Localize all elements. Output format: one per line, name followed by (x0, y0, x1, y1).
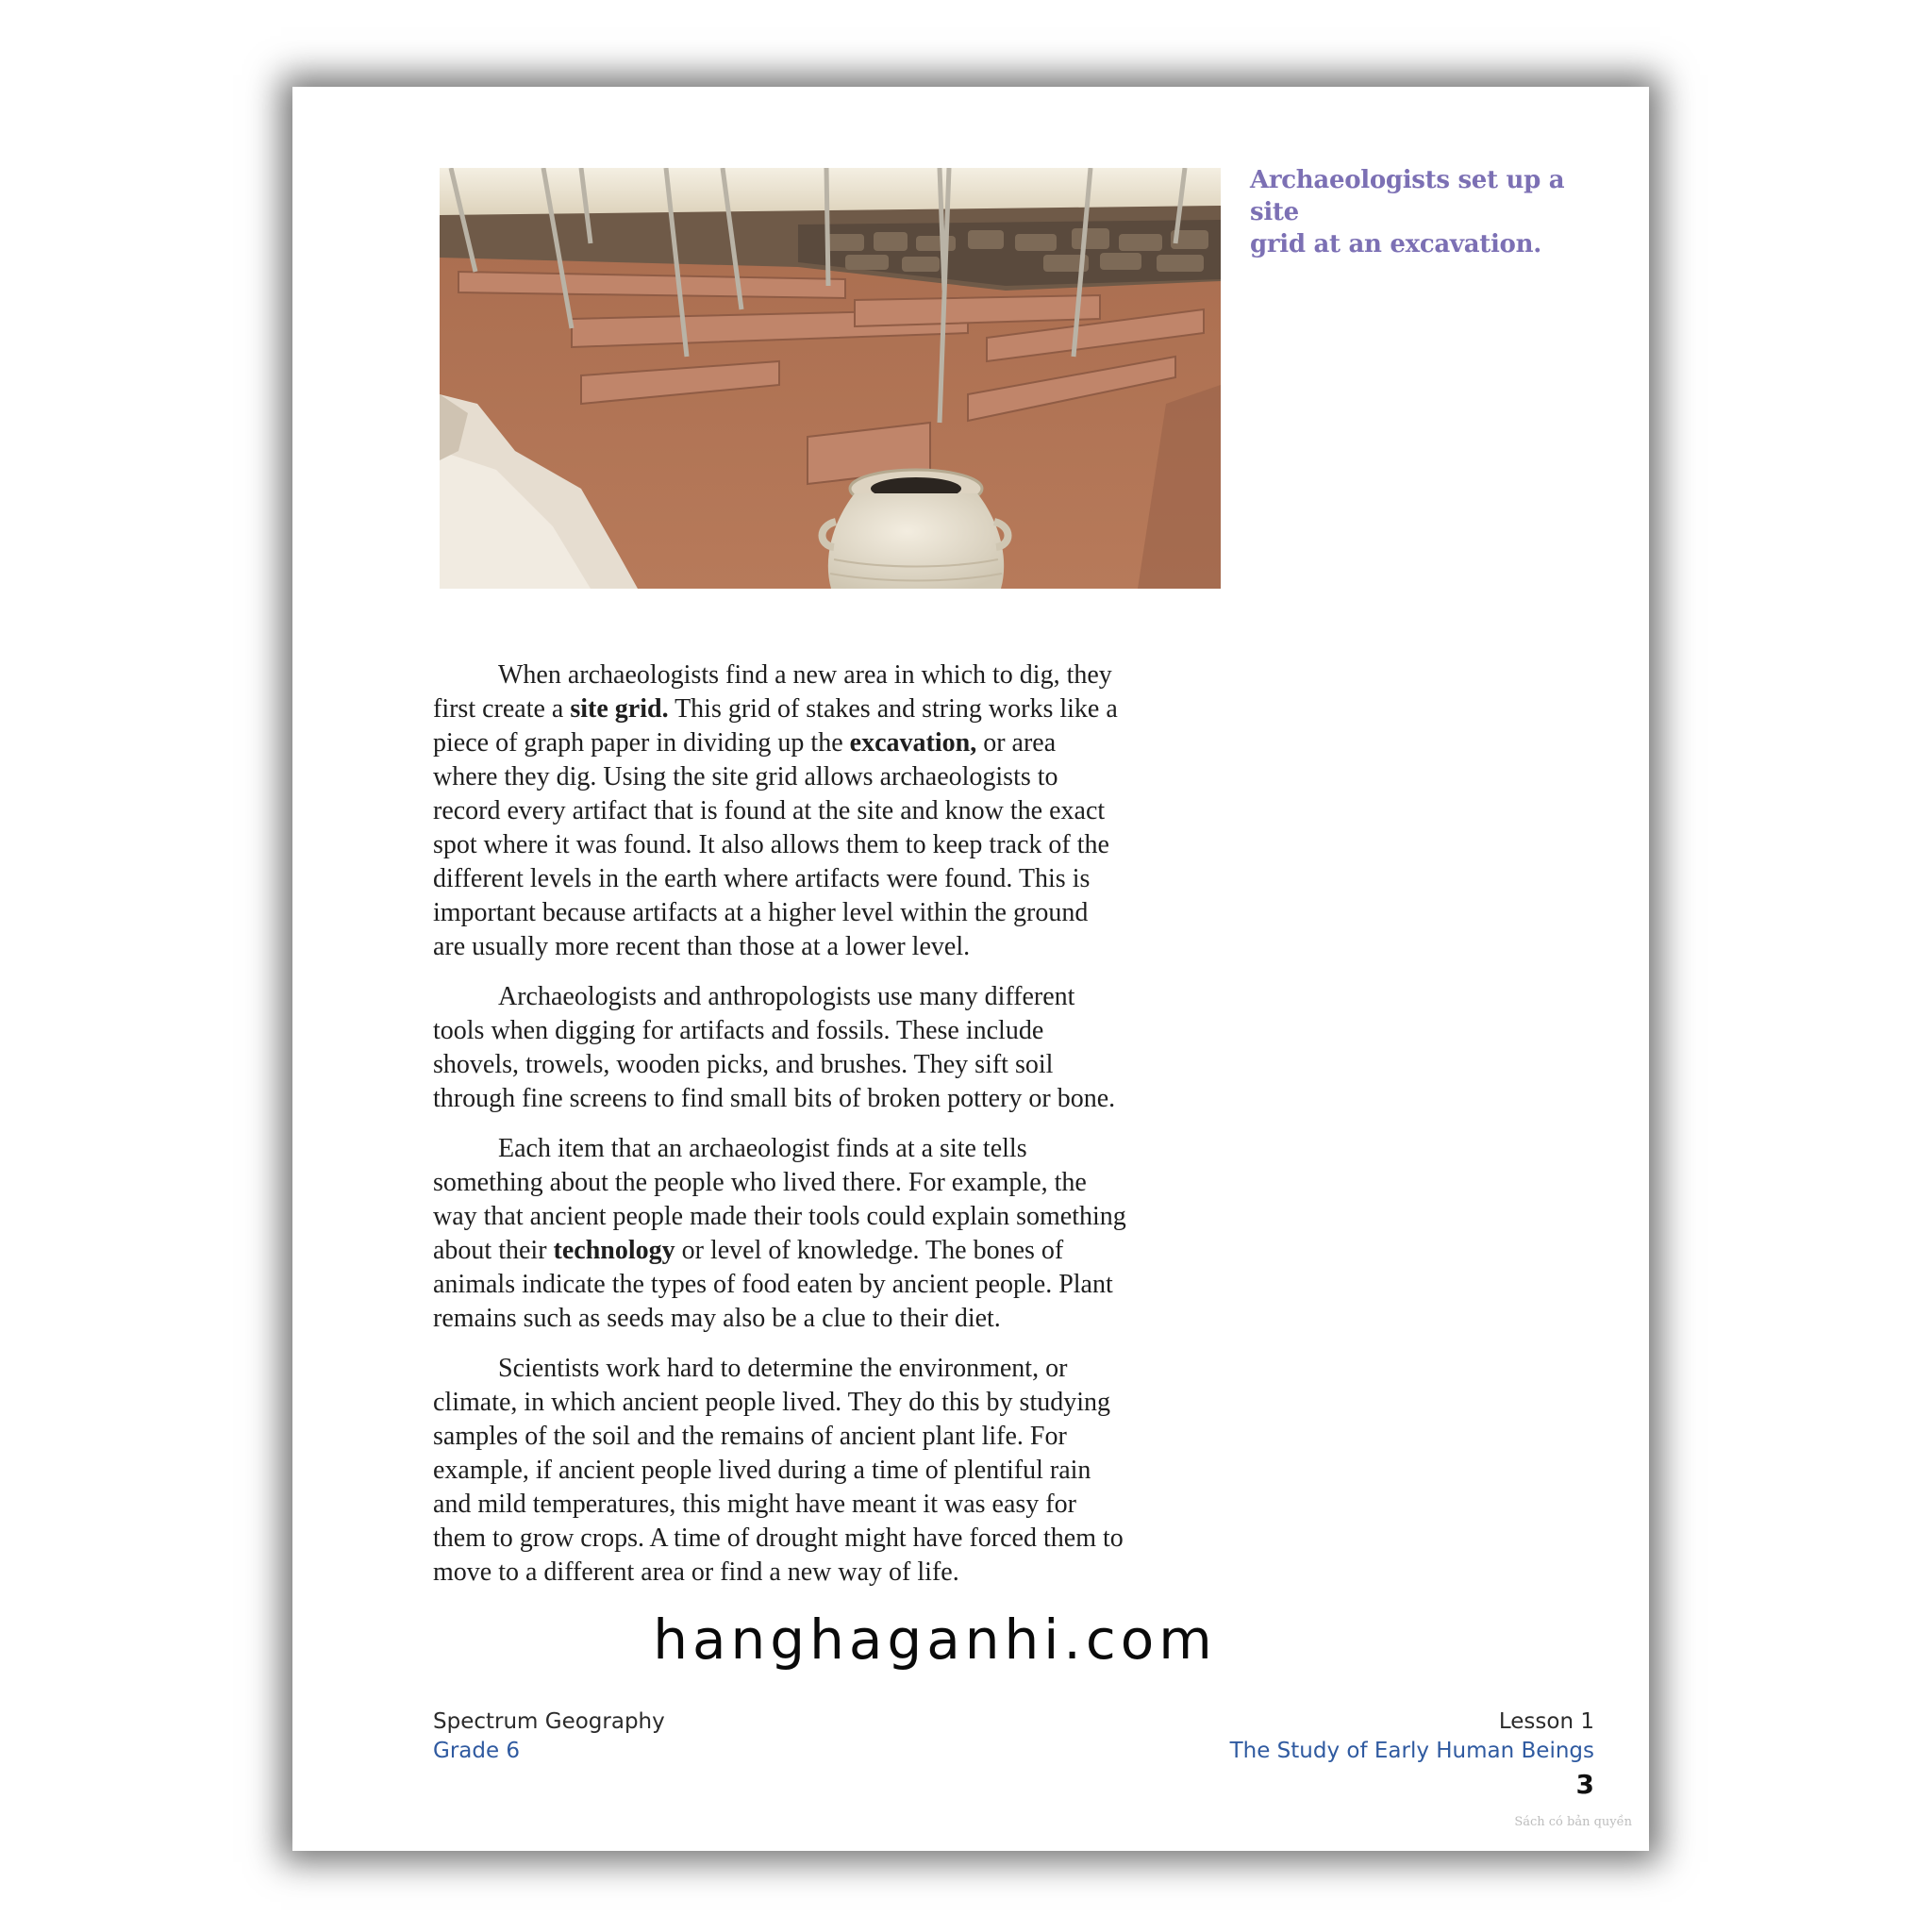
body-line: animals indicate the types of food eaten by ancient people. Plant (433, 1270, 1113, 1299)
body-paragraph (433, 658, 1254, 964)
vocabulary-term: site grid. (570, 694, 669, 724)
footer-right (1230, 1707, 1594, 1804)
body-paragraph (433, 1352, 1254, 1590)
body-line: move to a different area or find a new way of life. (433, 1557, 959, 1587)
body-line: record every artifact that is found at the site and know the exact (433, 796, 1106, 825)
body-paragraph (433, 980, 1254, 1116)
excavation-photo-illustration (440, 168, 1221, 589)
body-line: are usually more recent than those at a lower level. (433, 932, 971, 961)
body-line: example, if ancient people lived during a time of plentiful rain (433, 1456, 1091, 1485)
photo-caption-line: grid at an excavation. (1250, 230, 1541, 258)
photo-caption-line: Archaeologists set up a site (1250, 166, 1565, 226)
body-paragraph (433, 1132, 1254, 1336)
body-line: important because artifacts at a higher level within the ground (433, 898, 1089, 927)
body-line: samples of the soil and the remains of ancient plant life. For (433, 1422, 1067, 1451)
body-line-segment: or level of knowledge. The bones of (675, 1236, 1064, 1265)
body-line: them to grow crops. A time of drought might have forced them to (433, 1524, 1124, 1553)
book-series: Spectrum Geography (433, 1709, 665, 1734)
body-line: shovels, trowels, wooden picks, and brushes. They sift soil (433, 1050, 1054, 1079)
vocabulary-term: excavation, (849, 728, 977, 758)
vocabulary-term: technology (553, 1236, 675, 1265)
body-text (433, 658, 1254, 1606)
body-line-segment: This grid of stakes and string works like a (668, 694, 1118, 724)
excavation-photo (440, 168, 1221, 589)
body-line: through fine screens to find small bits of broken pottery or bone. (433, 1084, 1116, 1113)
watermark-text (292, 1607, 1649, 1672)
grade-level: Grade 6 (433, 1739, 521, 1763)
body-line: something about the people who lived there. For example, the (433, 1168, 1087, 1197)
lesson-number: Lesson 1 (1498, 1709, 1594, 1734)
body-line: tools when digging for artifacts and fossils. These include (433, 1016, 1044, 1045)
body-line-segment: about their (433, 1236, 554, 1265)
body-line: where they dig. Using the site grid allows archaeologists to (433, 762, 1058, 791)
body-line: When archaeologists find a new area in which to dig, they (498, 660, 1112, 690)
body-line: remains such as seeds may also be a clue to their diet. (433, 1304, 1001, 1333)
copyright-note: Sách có bản quyền (1514, 1815, 1632, 1829)
body-line: Scientists work hard to determine the environment, or (498, 1354, 1068, 1383)
body-line: spot where it was found. It also allows them to keep track of the (433, 830, 1109, 859)
photo-caption (1250, 164, 1608, 260)
body-line: and mild temperatures, this might have meant it was easy for (433, 1490, 1076, 1519)
watermark-label: hanghaganhi.com (653, 1607, 1217, 1672)
footer-left (433, 1707, 665, 1766)
body-line: Each item that an archaeologist finds at a site tells (498, 1134, 1027, 1163)
lesson-title: The Study of Early Human Beings (1229, 1739, 1594, 1763)
body-line: way that ancient people made their tools could explain something (433, 1202, 1126, 1231)
body-line: different levels in the earth where artifacts were found. This is (433, 864, 1091, 893)
textbook-page (292, 87, 1649, 1851)
body-line-segment: piece of graph paper in dividing up the (433, 728, 850, 758)
page-number: 3 (1575, 1769, 1594, 1800)
body-line: Archaeologists and anthropologists use many different (498, 982, 1075, 1011)
body-line-segment: or area (976, 728, 1057, 758)
body-line: climate, in which ancient people lived. They do this by studying (433, 1388, 1111, 1417)
body-line-segment: first create a (433, 694, 571, 724)
